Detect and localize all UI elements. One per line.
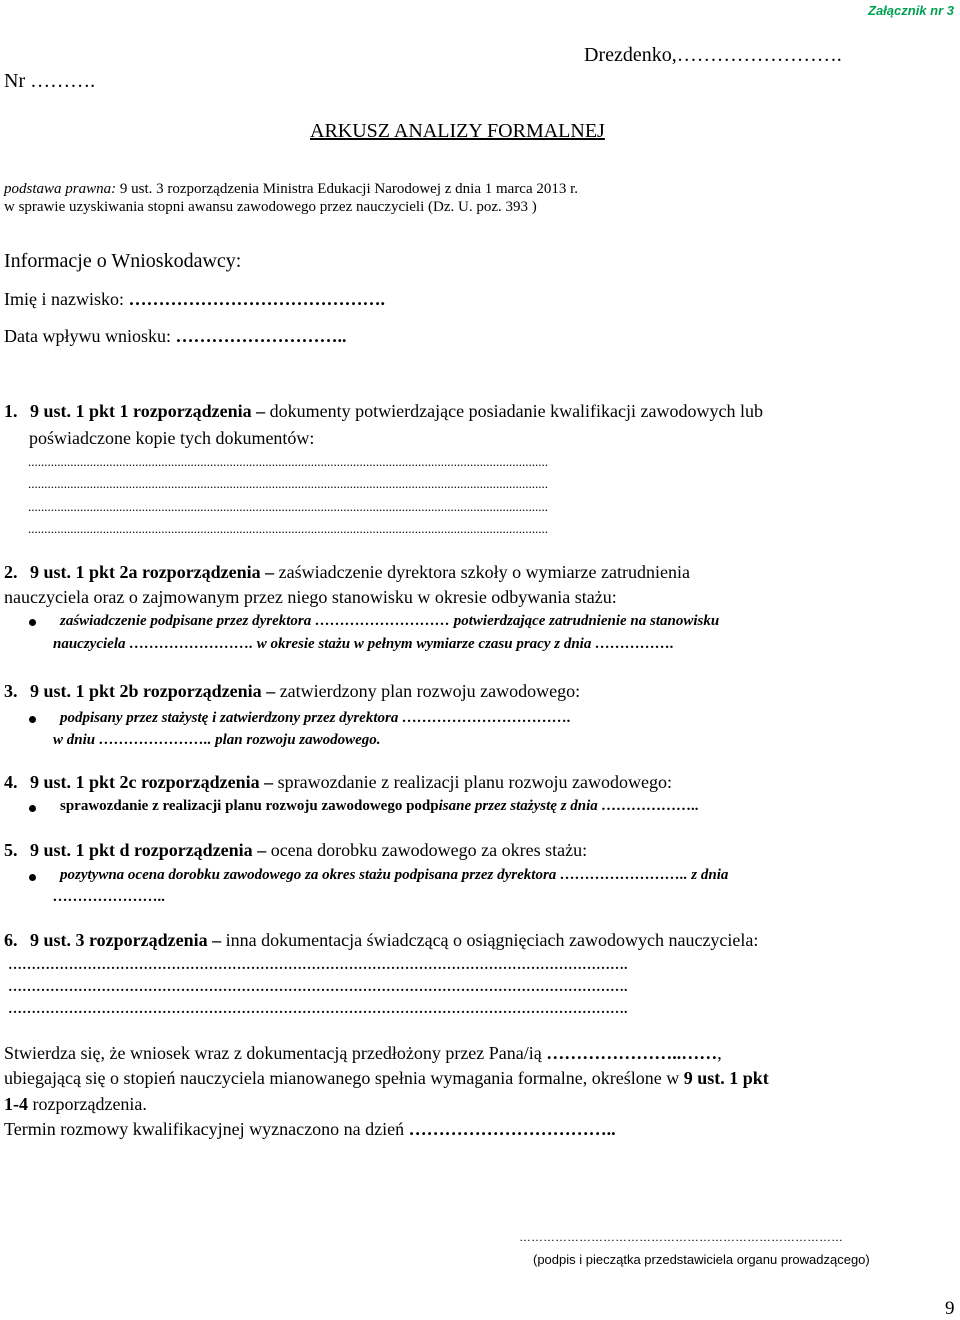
conclusion-text: rozporządzenia. (28, 1094, 147, 1114)
item-number: 6. (4, 930, 18, 950)
applicant-heading: Informacje o Wnioskodawcy: (4, 250, 242, 272)
item-ref: 9 ust. 1 pkt d rozporządzenia (30, 840, 253, 860)
interview-date-dots: …………………………….. (408, 1119, 616, 1139)
applicant-date-label: Data wpływu wniosku: (4, 326, 176, 346)
applicant-name-label: Imię i nazwisko: (4, 289, 129, 309)
legal-basis-label: podstawa prawna: (4, 181, 117, 197)
item-text: ocena dorobku zawodowego za okres stażu: (270, 840, 588, 860)
dotted-line: ................................................................................................................................................................ (28, 454, 548, 469)
item-text: dokumenty potwierdzające posiadanie kwalifikacji zawodowych lub (269, 401, 764, 421)
item-2-text-2: nauczyciela oraz o zajmowanym przez niego stanowisku w okresie odbywania stażu: (4, 587, 617, 607)
item-4-bullet-1 (60, 798, 699, 815)
item-3-heading (4, 681, 580, 702)
item-1-heading (4, 401, 763, 422)
dotted-line: ……………………………………………………………………………………………………………………. (8, 980, 628, 995)
item-2-heading (4, 562, 690, 583)
item-4-bullet-text-a: sprawozdanie z realizacji planu rozwoju zawodowego podp (60, 798, 439, 814)
dotted-line: ……………………………………………………………………………………………………………………. (8, 1002, 628, 1017)
bullet-icon (29, 716, 36, 723)
item-text: inna dokumentacja świadczącą o osiągnięciach zawodowych nauczyciela: (225, 930, 759, 950)
page-title: ARKUSZ ANALIZY FORMALNEJ (310, 120, 605, 142)
item-dash: – (261, 681, 280, 701)
item-text: sprawozdanie z realizacji planu rozwoju zawodowego: (277, 772, 673, 792)
conclusion-text: Stwierdza się, że wniosek wraz z dokumentacją przedłożony przez Pana/ią (4, 1043, 547, 1063)
item-5-heading (4, 840, 587, 861)
document-number: Nr ………. (4, 70, 96, 92)
item-text: zatwierdzony plan rozwoju zawodowego: (279, 681, 581, 701)
item-5-bullet-1b: ………………….. (53, 889, 166, 905)
conclusion-line-3 (4, 1094, 147, 1115)
item-3-bullet-1b: w dniu ………………….. plan rozwoju zawodowego. (53, 732, 381, 748)
item-2-bullet-1b: nauczyciela ……………………. w okresie stażu w pełnym wymiarze czasu pracy z dnia ……………. (53, 636, 674, 652)
dotted-line: ................................................................................................................................................................ (28, 499, 548, 514)
item-text: zaświadczenie dyrektora szkoły o wymiarze zatrudnienia (278, 562, 690, 582)
item-number: 1. (4, 401, 18, 421)
applicant-date-row (4, 326, 346, 347)
item-ref: 9 ust. 3 rozporządzenia (30, 930, 208, 950)
dotted-line: ................................................................................................................................................................ (28, 521, 548, 536)
legal-basis-text: 9 ust. 3 rozporządzenia Ministra Edukacji Narodowej z dnia 1 marca 2013 r. (116, 181, 579, 197)
item-number: 5. (4, 840, 18, 860)
signature-dots: ……………………………………………………………………… (519, 1230, 843, 1244)
item-3-bullet-1: podpisany przez stażystę i zatwierdzony przez dyrektora ……………………………. (60, 710, 571, 726)
item-dash: – (260, 562, 279, 582)
applicant-name-value: ……………………………………. (128, 289, 385, 309)
item-2-bullet-1: zaświadczenie podpisane przez dyrektora ……………………… potwierdzające zatrudnienie na stanowisku (60, 613, 720, 629)
conclusion-line-1 (4, 1043, 722, 1064)
item-6-heading (4, 930, 758, 951)
item-number: 2. (4, 562, 18, 582)
dotted-line: ................................................................................................................................................................ (28, 476, 548, 491)
conclusion-ref-cont: 1-4 (4, 1094, 28, 1114)
item-4-bullet-text-b: isane przez stażystę z dnia ……………….. (438, 798, 700, 814)
page-number: 9 (945, 1298, 955, 1319)
conclusion-name-dots: …………………..…… (546, 1043, 718, 1063)
conclusion-line-4 (4, 1119, 616, 1140)
applicant-name-row (4, 289, 385, 310)
bullet-icon (29, 805, 36, 812)
item-dash: – (252, 840, 271, 860)
conclusion-text: ubiegającą się o stopień nauczyciela mianowanego spełnia wymagania formalne, określone w (4, 1068, 684, 1088)
interview-date-label: Termin rozmowy kwalifikacyjnej wyznaczono na dzień (4, 1119, 409, 1139)
bullet-icon (29, 619, 36, 626)
item-dash: – (207, 930, 226, 950)
item-ref: 9 ust. 1 pkt 1 rozporządzenia (30, 401, 252, 421)
attachment-label: Załącznik nr 3 (868, 3, 954, 18)
item-ref: 9 ust. 1 pkt 2a rozporządzenia (30, 562, 261, 582)
bullet-icon (29, 874, 36, 881)
legal-basis-line1 (4, 181, 578, 198)
item-ref: 9 ust. 1 pkt 2b rozporządzenia (30, 681, 262, 701)
place-date: Drezdenko,……………………. (584, 44, 842, 66)
item-number: 4. (4, 772, 18, 792)
conclusion-comma: , (717, 1043, 722, 1063)
signature-label: (podpis i pieczątka przedstawiciela organu prowadzącego) (533, 1252, 870, 1267)
conclusion-ref: 9 ust. 1 pkt (683, 1068, 769, 1088)
item-4-heading (4, 772, 672, 793)
item-ref: 9 ust. 1 pkt 2c rozporządzenia (30, 772, 260, 792)
item-dash: – (251, 401, 270, 421)
applicant-date-value: ……………………….. (175, 326, 347, 346)
dotted-line: ……………………………………………………………………………………………………………………. (8, 958, 628, 973)
item-number: 3. (4, 681, 18, 701)
legal-basis-line2: w sprawie uzyskiwania stopni awansu zawodowego przez nauczycieli (Dz. U. poz. 393 ) (4, 199, 537, 215)
item-5-bullet-1: pozytywna ocena dorobku zawodowego za okres stażu podpisana przez dyrektora …………………….. z dnia (60, 867, 729, 883)
item-1-text-2: poświadczone kopie tych dokumentów: (29, 428, 315, 448)
conclusion-line-2 (4, 1068, 769, 1089)
item-dash: – (259, 772, 278, 792)
